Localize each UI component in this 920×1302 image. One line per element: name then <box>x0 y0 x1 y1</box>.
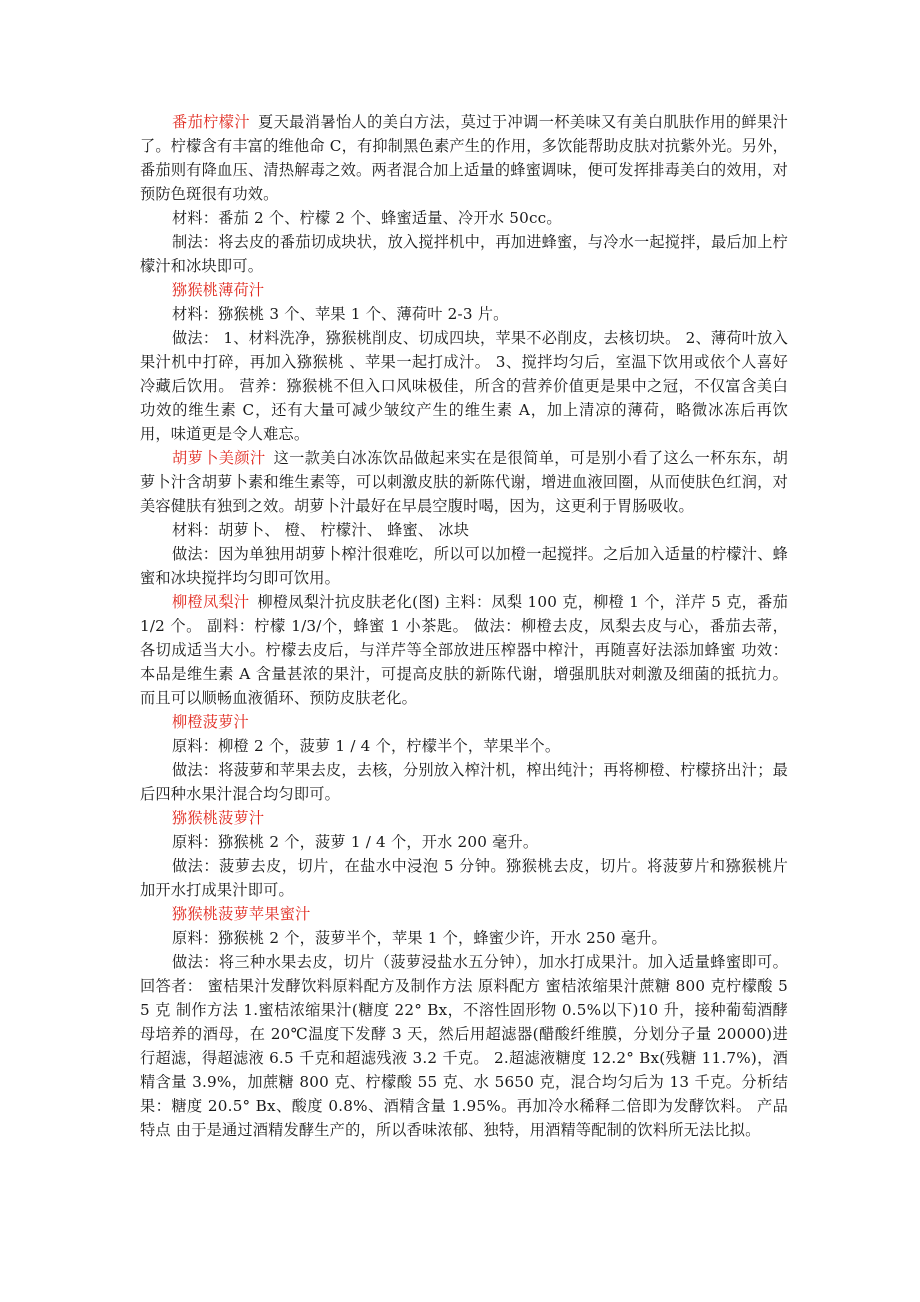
paragraph <box>140 230 788 278</box>
paragraph-text: 材料：番茄 2 个、柠檬 2 个、蜂蜜适量、冷开水 50cc。 <box>172 209 562 227</box>
paragraph <box>140 710 788 734</box>
paragraph <box>140 590 788 710</box>
paragraph-text: 做法： 1、材料洗净，猕猴桃削皮、切成四块，苹果不必削皮，去核切块。 2、薄荷叶放入果汁机中打碎，再加入猕猴桃 、苹果一起打成汁。 3、搅拌均匀后，室温下饮用或依个人喜好冷藏后饮用。 营养：猕猴桃不但入口风味极佳，所含的营养价值更是果中之冠，不仅富含美白功效的维生素 C，还有大量可减少皱纹产生的维生素 A，加上清凉的薄荷，略微冰冻后再饮用，味道更是令人难忘。 <box>140 329 788 443</box>
paragraph-text: 做法：菠萝去皮，切片，在盐水中浸泡 5 分钟。猕猴桃去皮，切片。将菠萝片和猕猴桃片加开水打成果汁即可。 <box>140 857 788 899</box>
paragraph-text: 材料：胡萝卜、 橙、 柠檬汁、 蜂蜜、 冰块 <box>172 521 470 539</box>
paragraph <box>140 326 788 446</box>
paragraph-text: 原料：猕猴桃 2 个，菠萝半个，苹果 1 个，蜂蜜少许，开水 250 毫升。 <box>172 929 667 947</box>
paragraph-text: 这一款美白冰冻饮品做起来实在是很简单，可是别小看了这么一杯东东，胡萝卜汁含胡萝卜素和维生素等，可以刺激皮肤的新陈代谢，增进血液回圈，从而使肤色红润，对美容健肤有独到之效。胡萝卜汁最好在早晨空腹时喝，因为，这更利于胃肠吸收。 <box>140 449 788 515</box>
paragraph-text: 制法：将去皮的番茄切成块状，放入搅拌机中，再加进蜂蜜，与冷水一起搅拌，最后加上柠檬汁和冰块即可。 <box>140 233 788 275</box>
paragraph <box>140 854 788 902</box>
paragraph <box>140 206 788 230</box>
recipe-title: 番茄柠檬汁 <box>172 113 250 131</box>
recipe-title: 猕猴桃菠萝苹果蜜汁 <box>172 905 311 923</box>
recipe-title: 猕猴桃菠萝汁 <box>172 809 265 827</box>
paragraph <box>140 758 788 806</box>
paragraph-text: 做法：将三种水果去皮，切片（菠萝浸盐水五分钟），加水打成果汁。加入适量蜂蜜即可。 回答者： 蜜桔果汁发酵饮料原料配方及制作方法 原料配方 蜜桔浓缩果汁蔗糖 800 克柠檬酸 55 克 制作方法 1.蜜桔浓缩果汁(糖度 22° Bx，不溶性固形物 0.5%以下)10 升，接种葡萄酒酵母培养的酒母，在 20℃温度下发酵 3 天，然后用超滤器(醋酸纤维膜，分划分子量 20000)进行超滤，得超滤液 6.5 千克和超滤残液 3.2 千克。 2.超滤液糖度 12.2° Bx(残糖 11.7%)，酒精含量 3.9%，加蔗糖 800 克、柠檬酸 55 克、水 5650 克，混合均匀后为 13 千克。分析结果：糖度 20.5° Bx、酸度 0.8%、酒精含量 1.95%。再加冷水稀释二倍即为发酵饮料。 产品特点 由于是通过酒精发酵生产的，所以香味浓郁、独特，用酒精等配制的饮料所无法比拟。 <box>140 953 788 1139</box>
paragraph <box>140 950 788 1142</box>
paragraph <box>140 446 788 518</box>
paragraph <box>140 278 788 302</box>
paragraph <box>140 302 788 326</box>
paragraph <box>140 806 788 830</box>
paragraph <box>140 734 788 758</box>
recipe-title: 猕猴桃薄荷汁 <box>172 281 265 299</box>
recipe-title: 柳橙凤梨汁 <box>172 593 250 611</box>
paragraph <box>140 902 788 926</box>
document-body <box>140 110 788 1142</box>
paragraph <box>140 110 788 206</box>
paragraph-text: 原料：柳橙 2 个，菠萝 1 / 4 个，柠檬半个，苹果半个。 <box>172 737 561 755</box>
paragraph <box>140 542 788 590</box>
paragraph-text: 柳橙凤梨汁抗皮肤老化(图) 主料：凤梨 100 克，柳橙 1 个，洋芹 5 克，番茄 1/2 个。 副料：柠檬 1/3/个，蜂蜜 1 小茶匙。 做法：柳橙去皮，凤梨去皮与心，番茄去蒂，各切成适当大小。柠檬去皮后，与洋芹等全部放进压榨器中榨汁，再随喜好法添加蜂蜜 功效：本品是维生素 A 含量甚浓的果汁，可提高皮肤的新陈代谢，增强肌肤对刺激及细菌的抵抗力。而且可以顺畅血液循环、预防皮肤老化。 <box>140 593 789 707</box>
paragraph <box>140 830 788 854</box>
paragraph <box>140 518 788 542</box>
paragraph-text: 夏天最消暑怡人的美白方法，莫过于冲调一杯美味又有美白肌肤作用的鲜果汁了。柠檬含有丰富的维他命 C，有抑制黑色素产生的作用，多饮能帮助皮肤对抗紫外光。另外，番茄则有降血压、清热解毒之效。两者混合加上适量的蜂蜜调味，便可发挥排毒美白的效用，对预防色斑很有功效。 <box>140 113 788 203</box>
paragraph-text: 原料：猕猴桃 2 个，菠萝 1 / 4 个，开水 200 毫升。 <box>172 833 539 851</box>
paragraph-text: 做法：因为单独用胡萝卜榨汁很难吃，所以可以加橙一起搅拌。之后加入适量的柠檬汁、蜂蜜和冰块搅拌均匀即可饮用。 <box>140 545 788 587</box>
recipe-title: 胡萝卜美颜汁 <box>172 449 266 467</box>
paragraph-text: 材料：猕猴桃 3 个、苹果 1 个、薄荷叶 2-3 片。 <box>172 305 509 323</box>
recipe-title: 柳橙菠萝汁 <box>172 713 249 731</box>
paragraph-text: 做法：将菠萝和苹果去皮，去核，分别放入榨汁机，榨出纯汁；再将柳橙、柠檬挤出汁；最后四种水果汁混合均匀即可。 <box>140 761 788 803</box>
paragraph <box>140 926 788 950</box>
